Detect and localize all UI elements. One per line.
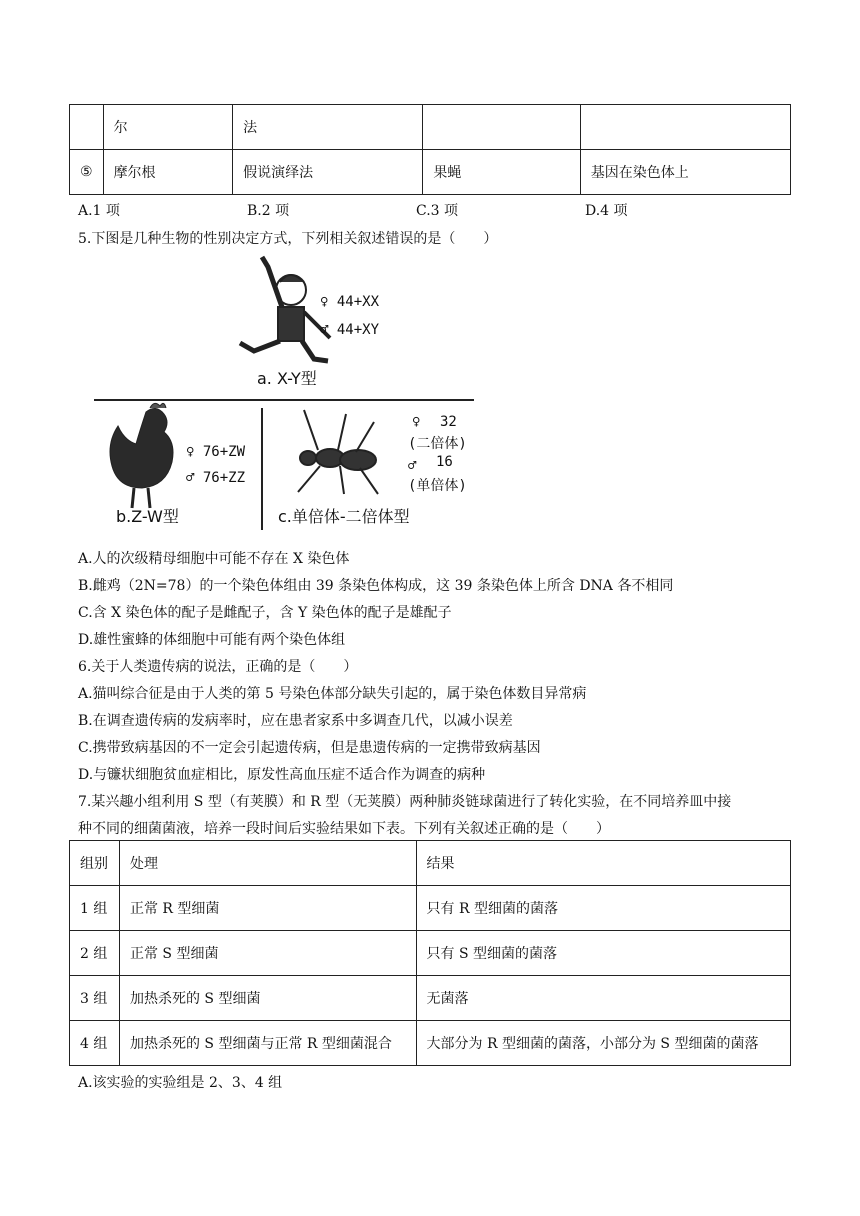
q6-option-a: A.猫叫综合征是由于人类的第 5 号染色体部分缺失引起的，属于染色体数目异常病 [78,686,587,702]
table-row [70,1021,791,1066]
q5-option-a: A.人的次级精母细胞中可能不存在 X 染色体 [78,551,350,567]
table-cell: 1 组 [70,886,120,931]
table-cell: 基因在染色体上 [580,150,790,195]
b-caption: b.Z-W型 [116,507,179,526]
table-cell: 尔 [103,105,233,150]
table-cell: 4 组 [70,1021,120,1066]
table-cell: 正常 S 型细菌 [119,931,416,976]
methods-table [69,104,791,195]
table-header: 处理 [119,841,416,886]
table-cell: 大部分为 R 型细菌的菌落，小部分为 S 型细菌的菌落 [416,1021,790,1066]
c-caption: c.单倍体-二倍体型 [278,507,410,526]
q5-option-b: B.雌鸡（2N=78）的一个染色体组由 39 条染色体构成，这 39 条染色体上所含 DNA 各不相同 [78,578,674,594]
table-cell: 法 [233,105,423,150]
table-cell: ⑤ [70,150,104,195]
table-row [70,931,791,976]
table-cell: 果蝇 [423,150,580,195]
table-row [70,976,791,1021]
q4-option-d: D.4 项 [585,203,628,219]
table-cell: 只有 S 型细菌的菌落 [416,931,790,976]
table-cell: 摩尔根 [103,150,233,195]
q5-option-c: C.含 X 染色体的配子是雌配子，含 Y 染色体的配子是雄配子 [78,605,452,621]
table-header-row [70,841,791,886]
experiment-table [69,840,791,1066]
table-cell: 加热杀死的 S 型细菌 [119,976,416,1021]
table-cell: 只有 R 型细菌的菌落 [416,886,790,931]
table-cell: 3 组 [70,976,120,1021]
table-cell [580,105,790,150]
b-female-label: ♀ 76+ZW [186,444,246,460]
q6-option-b: B.在调查遗传病的发病率时，应在患者家系中多调查几代，以减小误差 [78,713,513,729]
q6-option-c: C.携带致病基因的不一定会引起遗传病，但是患遗传病的一定携带致病基因 [78,740,541,756]
table-row [70,105,791,150]
table-header: 结果 [416,841,790,886]
table-cell: 正常 R 型细菌 [119,886,416,931]
table-cell [70,105,104,150]
c-female-number: 32 [440,414,457,430]
q7-stem-line1: 7.某兴趣小组利用 S 型（有荚膜）和 R 型（无荚膜）两种肺炎链球菌进行了转化实验，在不同培养皿中接 [78,794,732,810]
c-female-symbol: ♀ [412,414,421,430]
table-cell: 加热杀死的 S 型细菌与正常 R 型细菌混合 [119,1021,416,1066]
q6-stem: 6.关于人类遗传病的说法，正确的是（ ） [78,659,358,675]
c-male-symbol: ♂ [408,458,417,474]
q4-option-b: B.2 项 [247,203,290,219]
q5-stem: 5.下图是几种生物的性别决定方式，下列相关叙述错误的是（ ） [78,231,498,247]
table-cell: 2 组 [70,931,120,976]
b-male-label: ♂ 76+ZZ [186,470,246,486]
table-row [70,150,791,195]
table-header: 组别 [70,841,120,886]
rooster-icon [110,403,173,508]
human-figure-icon [240,257,330,361]
a-caption: a. X-Y型 [257,369,317,388]
table-row [70,886,791,931]
a-male-label: ♂ 44+XY [320,322,380,338]
c-male-note: (单倍体) [408,478,467,494]
q4-option-a: A.1 项 [78,203,120,219]
table-cell: 假说演绎法 [233,150,423,195]
sex-determination-figure [94,252,484,532]
q6-option-d: D.与镰状细胞贫血症相比，原发性高血压症不适合作为调查的病种 [78,767,486,783]
table-cell [423,105,580,150]
bee-icon [298,410,378,494]
c-male-number: 16 [436,454,453,470]
table-cell: 无菌落 [416,976,790,1021]
a-female-label: ♀ 44+XX [320,294,380,310]
q4-option-c: C.3 项 [416,203,459,219]
c-female-note: (二倍体) [408,436,467,452]
q7-option-a: A.该实验的实验组是 2、3、4 组 [78,1075,283,1091]
q7-stem-line2: 种不同的细菌菌液，培养一段时间后实验结果如下表。下列有关叙述正确的是（ ） [78,821,610,837]
q5-option-d: D.雄性蜜蜂的体细胞中可能有两个染色体组 [78,632,346,648]
